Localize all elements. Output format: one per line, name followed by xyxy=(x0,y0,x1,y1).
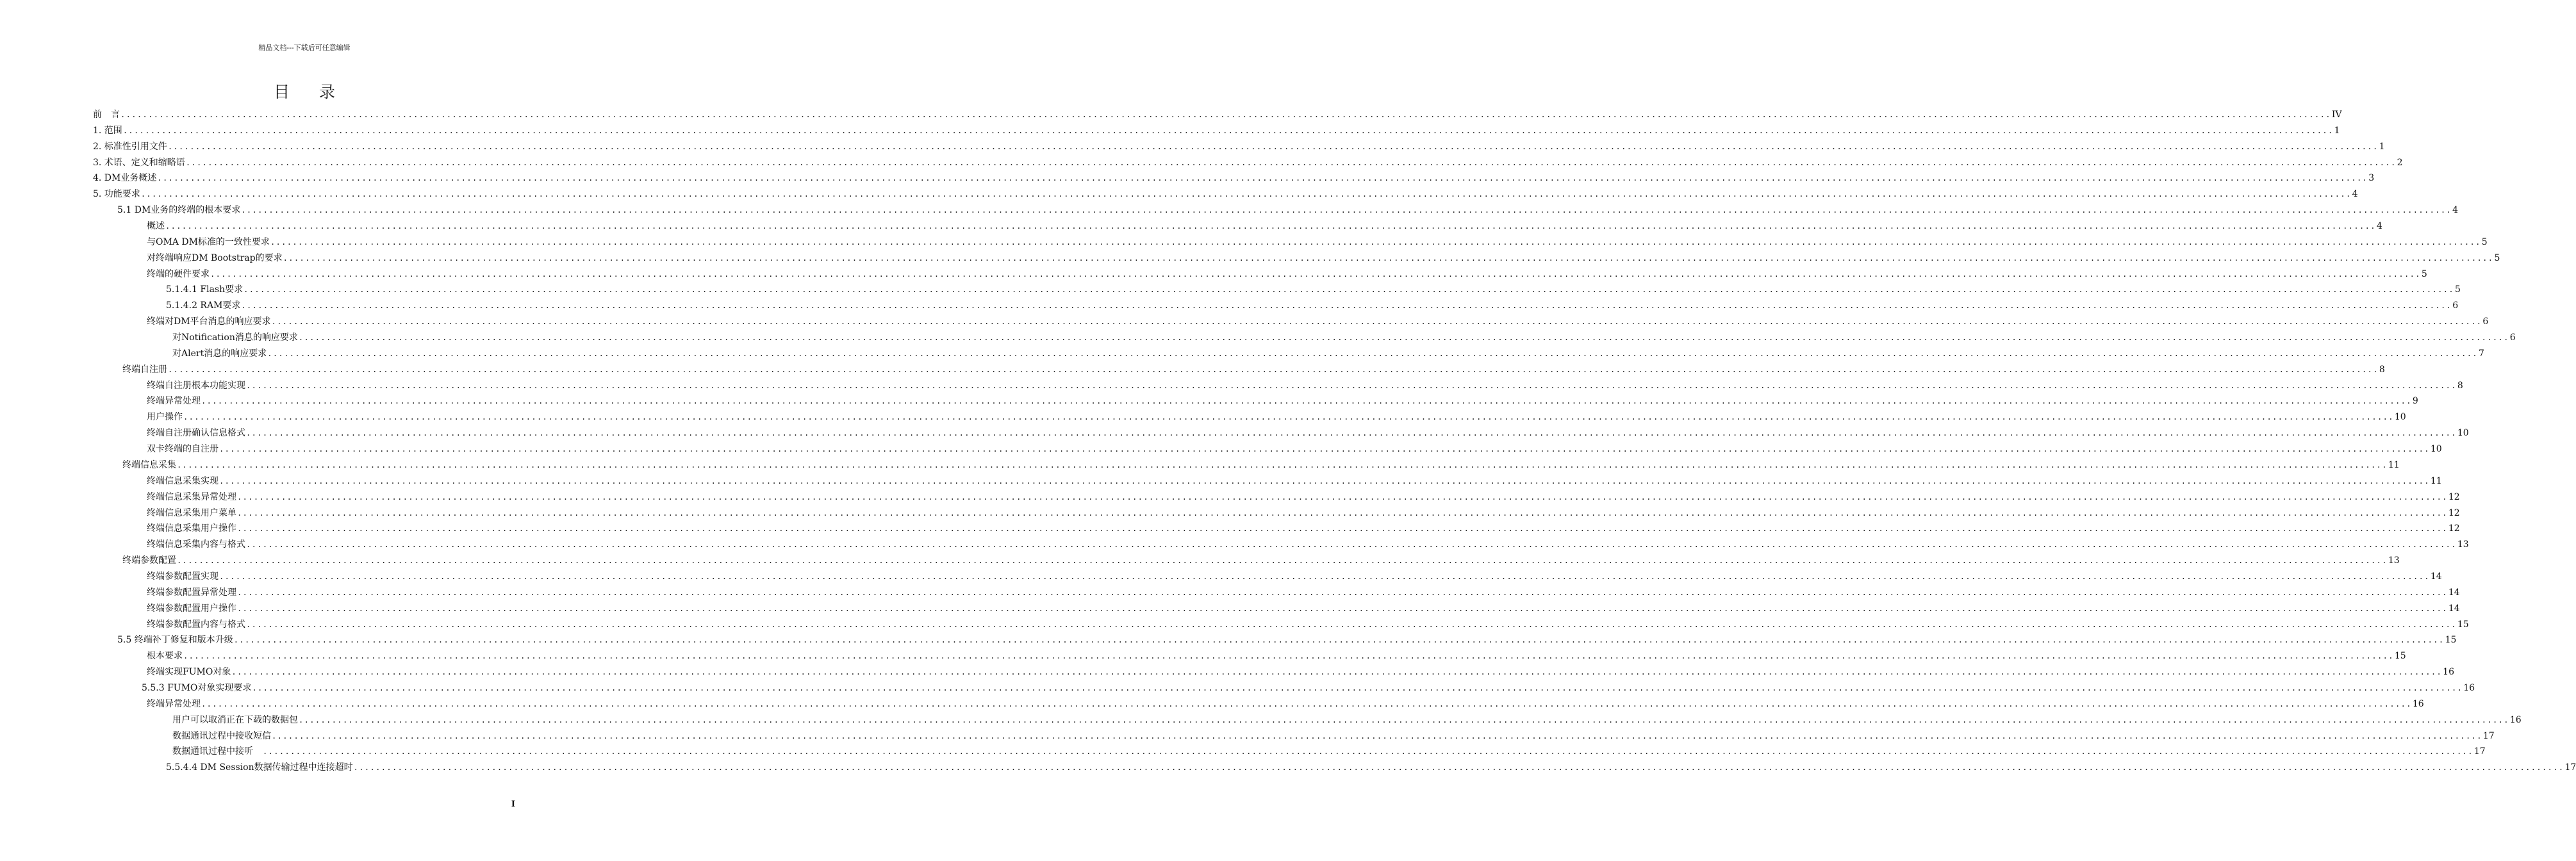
toc-entry-label: 终端实现FUMO对象 xyxy=(147,667,231,677)
toc-title-part2: 录 xyxy=(319,83,336,101)
toc-leader-dots: ................................................................................................................................................................................................................................................................................................................................................................................................................ xyxy=(298,333,2509,342)
toc-entry[interactable] xyxy=(166,760,2576,775)
toc-leader-dots: ................................................................................................................................................................................................................................................................................................................................................................................................................ xyxy=(299,716,2509,725)
toc-leader-dots: ................................................................................................................................................................................................................................................................................................................................................................................................................ xyxy=(237,524,2448,533)
toc-entry[interactable] xyxy=(147,586,2460,600)
toc-entry-label: 4. DM业务概述 xyxy=(93,173,157,183)
toc-entry-label: 5.1.4.1 Flash要求 xyxy=(166,284,244,295)
toc-entry-page: 6 xyxy=(2452,300,2459,311)
toc-entry-page: 17 xyxy=(2564,762,2576,773)
toc-entry-page: 14 xyxy=(2448,587,2460,598)
toc-entry-label: 5.1.4.2 RAM要求 xyxy=(166,300,241,311)
toc-entry-page: 14 xyxy=(2448,603,2460,614)
toc-entry-page: 12 xyxy=(2448,523,2460,534)
toc-entry[interactable] xyxy=(147,394,2418,408)
toc-entry-label: 5.5.3 FUMO对象实现要求 xyxy=(142,683,252,693)
toc-entry[interactable] xyxy=(93,171,2375,185)
toc-entry[interactable] xyxy=(122,458,2400,472)
toc-leader-dots: ................................................................................................................................................................................................................................................................................................................................................................................................................ xyxy=(210,270,2421,279)
toc-entry-label: 5.5 终端补丁修复和版本升级 xyxy=(117,635,233,645)
toc-entry[interactable] xyxy=(93,124,2340,138)
toc-leader-dots: ................................................................................................................................................................................................................................................................................................................................................................................................................ xyxy=(167,142,2379,151)
toc-entry-page: 5 xyxy=(2494,253,2500,263)
toc-leader-dots: ................................................................................................................................................................................................................................................................................................................................................................................................................ xyxy=(183,652,2394,660)
toc-leader-dots: ................................................................................................................................................................................................................................................................................................................................................................................................................ xyxy=(241,206,2452,215)
toc-entry-label: 与OMA DM标准的一致性要求 xyxy=(147,237,270,247)
toc-leader-dots: ................................................................................................................................................................................................................................................................................................................................................................................................................ xyxy=(122,126,2334,135)
toc-entry-label: 终端信息采集 xyxy=(122,460,176,470)
toc-leader-dots: ................................................................................................................................................................................................................................................................................................................................................................................................................ xyxy=(157,174,2368,183)
toc-leader-dots: ................................................................................................................................................................................................................................................................................................................................................................................................................ xyxy=(185,158,2397,167)
toc-entry[interactable] xyxy=(147,379,2463,393)
toc-entry[interactable] xyxy=(93,156,2403,170)
toc-entry-page: 16 xyxy=(2443,667,2454,677)
toc-entry[interactable] xyxy=(172,713,2522,727)
toc-leader-dots: ................................................................................................................................................................................................................................................................................................................................................................................................................ xyxy=(272,732,2482,741)
toc-entry-page: 15 xyxy=(2394,651,2406,661)
toc-entry[interactable] xyxy=(93,187,2358,201)
toc-entry-label: 对终端响应DM Bootstrap的要求 xyxy=(147,253,283,263)
toc-entry-page: 16 xyxy=(2412,699,2424,709)
toc-leader-dots: ................................................................................................................................................................................................................................................................................................................................................................................................................ xyxy=(267,349,2479,358)
toc-entry-page: 14 xyxy=(2430,571,2442,582)
toc-entry-page: 5 xyxy=(2421,269,2427,279)
toc-entry-label: 1. 范围 xyxy=(93,126,122,136)
toc-entry[interactable] xyxy=(147,235,2488,249)
toc-entry[interactable] xyxy=(147,442,2442,456)
toc-entry-label: 终端参数配置实现 xyxy=(147,571,219,582)
toc-entry-label: 终端的硬件要求 xyxy=(147,269,210,279)
toc-entry[interactable] xyxy=(147,697,2424,711)
toc-entry-page: 10 xyxy=(2430,444,2442,454)
toc-leader-dots: ................................................................................................................................................................................................................................................................................................................................................................................................................ xyxy=(271,317,2482,326)
toc-entry-page: 1 xyxy=(2379,142,2385,152)
toc-leader-dots: ................................................................................................................................................................................................................................................................................................................................................................................................................ xyxy=(168,365,2379,374)
toc-entry-page: 5 xyxy=(2455,284,2461,295)
toc-entry[interactable] xyxy=(147,267,2427,281)
toc-entry-page: 9 xyxy=(2412,396,2418,406)
toc-entry-label: 对Alert消息的响应要求 xyxy=(172,348,267,359)
toc-leader-dots: ................................................................................................................................................................................................................................................................................................................................................................................................................ xyxy=(246,381,2457,390)
toc-entry-label: 终端信息采集用户菜单 xyxy=(147,508,236,518)
toc-entry-page: 15 xyxy=(2445,635,2457,645)
toc-entry[interactable] xyxy=(172,729,2495,743)
toc-entry-label: 数据通讯过程中接听 xyxy=(172,746,262,757)
toc-entry[interactable] xyxy=(147,537,2469,552)
toc-entry-label: 终端信息采集异常处理 xyxy=(147,492,236,502)
toc-leader-dots: ................................................................................................................................................................................................................................................................................................................................................................................................................ xyxy=(219,445,2430,454)
toc-entry-page: 13 xyxy=(2457,539,2469,550)
toc-entry-page: 11 xyxy=(2388,460,2400,470)
toc-entry[interactable] xyxy=(147,665,2454,679)
toc-leader-dots: ................................................................................................................................................................................................................................................................................................................................................................................................................ xyxy=(246,620,2457,629)
toc-entry-label: 终端参数配置 xyxy=(122,555,176,566)
toc-entry[interactable] xyxy=(147,602,2460,616)
toc-entry-label: 终端信息采集实现 xyxy=(147,476,219,486)
toc-entry[interactable] xyxy=(117,633,2457,647)
toc-entry[interactable] xyxy=(147,490,2460,504)
toc-leader-dots: ................................................................................................................................................................................................................................................................................................................................................................................................................ xyxy=(283,254,2494,263)
toc-leader-dots: ................................................................................................................................................................................................................................................................................................................................................................................................................ xyxy=(244,285,2455,294)
toc-leader-dots: ................................................................................................................................................................................................................................................................................................................................................................................................................ xyxy=(140,190,2352,199)
toc-entry[interactable] xyxy=(147,506,2460,520)
toc-entry-page: 2 xyxy=(2397,158,2403,168)
toc-entry-page: 5 xyxy=(2481,237,2488,247)
toc-entry-page: 8 xyxy=(2457,381,2463,391)
toc-entry[interactable] xyxy=(147,315,2489,329)
toc-entry[interactable] xyxy=(147,649,2406,663)
toc-entry[interactable] xyxy=(142,681,2475,695)
toc-entry-label: 终端信息采集用户操作 xyxy=(147,523,236,534)
toc-title-part1: 目 xyxy=(273,83,290,101)
toc-entry[interactable] xyxy=(166,283,2461,297)
toc-leader-dots: ................................................................................................................................................................................................................................................................................................................................................................................................................ xyxy=(237,604,2448,613)
toc-leader-dots: ................................................................................................................................................................................................................................................................................................................................................................................................................ xyxy=(201,397,2412,406)
toc-entry-label: 用户操作 xyxy=(147,412,183,422)
toc-entry-label: 终端参数配置用户操作 xyxy=(147,603,236,614)
toc-leader-dots: ................................................................................................................................................................................................................................................................................................................................................................................................................ xyxy=(246,429,2457,438)
toc-leader-dots: ................................................................................................................................................................................................................................................................................................................................................................................................................ xyxy=(231,668,2443,676)
toc-entry-page: 4 xyxy=(2376,221,2382,231)
toc-leader-dots: ................................................................................................................................................................................................................................................................................................................................................................................................................ xyxy=(233,636,2445,644)
toc-entry[interactable] xyxy=(172,744,2486,758)
toc-entry-page: 17 xyxy=(2482,731,2495,741)
toc-entry-page: 16 xyxy=(2463,683,2475,693)
toc-entry-label: 数据通讯过程中接收短信 xyxy=(172,731,271,741)
toc-entry-label: 对Notification消息的响应要求 xyxy=(172,332,298,343)
toc-entry-label: 5.1 DM业务的终端的根本要求 xyxy=(117,205,241,215)
toc-entry-page: 13 xyxy=(2388,555,2400,566)
toc-entry-page: 16 xyxy=(2509,715,2522,725)
toc-entry-page: 6 xyxy=(2482,316,2489,327)
toc-entry-label: 终端自注册 xyxy=(122,365,167,375)
toc-leader-dots: ................................................................................................................................................................................................................................................................................................................................................................................................................ xyxy=(270,238,2481,247)
toc-entry-page: 10 xyxy=(2457,428,2469,438)
toc-leader-dots: ................................................................................................................................................................................................................................................................................................................................................................................................................ xyxy=(219,572,2430,581)
toc-entry-label: 5.5.4.4 DM Session数据传输过程中连接超时 xyxy=(166,762,353,773)
page-number: I xyxy=(511,800,515,809)
toc-entry[interactable] xyxy=(147,521,2460,536)
toc-entry-page: 8 xyxy=(2379,365,2385,375)
toc-entry-label: 终端参数配置内容与格式 xyxy=(147,619,245,630)
toc-entry[interactable] xyxy=(147,570,2442,584)
toc-entry[interactable] xyxy=(172,347,2484,361)
toc-entry[interactable] xyxy=(117,203,2459,217)
toc-entry-page: 6 xyxy=(2509,332,2516,343)
toc-entry[interactable] xyxy=(147,426,2469,440)
toc-title xyxy=(0,79,609,102)
toc-entry-label: 终端信息采集内容与格式 xyxy=(147,539,245,550)
toc-entry[interactable] xyxy=(93,140,2385,154)
toc-entry[interactable] xyxy=(147,251,2500,265)
toc-entry-page: 1 xyxy=(2334,126,2340,136)
toc-entry[interactable] xyxy=(122,363,2385,377)
toc-leader-dots: ................................................................................................................................................................................................................................................................................................................................................................................................................ xyxy=(237,493,2448,502)
toc-leader-dots: ................................................................................................................................................................................................................................................................................................................................................................................................................ xyxy=(177,556,2388,565)
toc-entry-label: 3. 术语、定义和缩略语 xyxy=(93,158,185,168)
toc-leader-dots: ................................................................................................................................................................................................................................................................................................................................................................................................................ xyxy=(183,413,2394,422)
toc-entry[interactable] xyxy=(147,410,2406,424)
toc-entry[interactable] xyxy=(147,219,2382,233)
toc-leader-dots: ................................................................................................................................................................................................................................................................................................................................................................................................................ xyxy=(237,588,2448,597)
toc-entry-label: 双卡终端的自注册 xyxy=(147,444,219,454)
toc-leader-dots: ................................................................................................................................................................................................................................................................................................................................................................................................................ xyxy=(252,684,2463,693)
page-header: 精品文档---下载后可任意编辑 xyxy=(258,44,351,52)
toc-entry-label: 终端异常处理 xyxy=(147,396,201,406)
toc-entry-label: 5. 功能要求 xyxy=(93,189,140,199)
toc-entry-label: 终端自注册根本功能实现 xyxy=(147,381,245,391)
toc-leader-dots: ................................................................................................................................................................................................................................................................................................................................................................................................................ xyxy=(263,747,2473,756)
toc-entry-page: 17 xyxy=(2473,746,2486,757)
toc-entry[interactable] xyxy=(147,618,2469,632)
toc-entry[interactable] xyxy=(147,474,2442,488)
toc-entry-page: 3 xyxy=(2368,173,2375,183)
toc-leader-dots: ................................................................................................................................................................................................................................................................................................................................................................................................................ xyxy=(219,477,2430,486)
toc-entry-label: 前 言 xyxy=(93,110,120,120)
toc-entry-page: 11 xyxy=(2430,476,2442,486)
toc-leader-dots: ................................................................................................................................................................................................................................................................................................................................................................................................................ xyxy=(165,222,2376,231)
toc-entry-page: 15 xyxy=(2457,619,2469,630)
toc-entry-page: 12 xyxy=(2448,492,2460,502)
toc-leader-dots: ................................................................................................................................................................................................................................................................................................................................................................................................................ xyxy=(241,301,2452,310)
toc-entry[interactable] xyxy=(166,299,2459,313)
toc-entry-label: 终端对DM平台消息的响应要求 xyxy=(147,316,271,327)
toc-entry[interactable] xyxy=(172,331,2516,345)
toc-entry-label: 根本要求 xyxy=(147,651,183,661)
toc-leader-dots: ................................................................................................................................................................................................................................................................................................................................................................................................................ xyxy=(237,509,2448,518)
toc-entry-page: 4 xyxy=(2352,189,2358,199)
toc-entry-page: 7 xyxy=(2479,348,2484,359)
toc-entry-page: 10 xyxy=(2394,412,2406,422)
toc-leader-dots: ................................................................................................................................................................................................................................................................................................................................................................................................................ xyxy=(353,763,2564,772)
toc-entry-label: 终端自注册确认信息格式 xyxy=(147,428,245,438)
toc-entry-label: 终端参数配置异常处理 xyxy=(147,587,236,598)
toc-entry-page: IV xyxy=(2331,110,2342,120)
toc-entry-label: 2. 标准性引用文件 xyxy=(93,142,167,152)
toc-entry-page: 4 xyxy=(2452,205,2459,215)
toc-entry-page: 12 xyxy=(2448,508,2460,518)
toc-entry-label: 用户可以取消正在下载的数据包 xyxy=(172,715,298,725)
toc-leader-dots: ................................................................................................................................................................................................................................................................................................................................................................................................................ xyxy=(246,540,2457,549)
toc-entry[interactable] xyxy=(93,108,2342,122)
toc-leader-dots: ................................................................................................................................................................................................................................................................................................................................................................................................................ xyxy=(120,110,2331,119)
toc-leader-dots: ................................................................................................................................................................................................................................................................................................................................................................................................................ xyxy=(201,700,2412,709)
toc-entry-label: 概述 xyxy=(147,221,165,231)
toc-entry-label: 终端异常处理 xyxy=(147,699,201,709)
toc-entry[interactable] xyxy=(122,554,2400,568)
toc-leader-dots: ................................................................................................................................................................................................................................................................................................................................................................................................................ xyxy=(177,461,2388,470)
